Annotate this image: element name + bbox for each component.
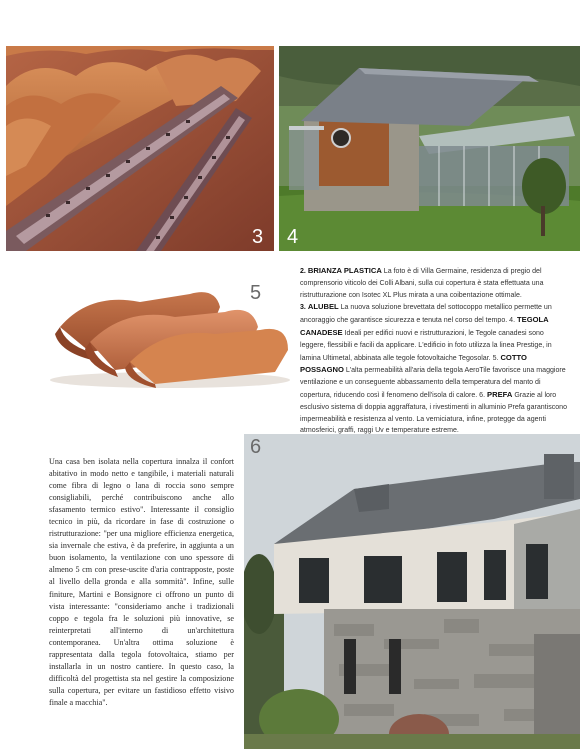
photo-roof-tiles-batten-image — [6, 46, 274, 251]
figure-number-4: 4 — [287, 226, 299, 248]
caption-4-text: Ideali per edifici nuovi e ristrutturazioni, le Tegole canadesi sono leggere, flessibili e facili da applicare. L'edificio in foto utilizza la linea Prestige, in lamina Ultimetal, abbinata alle tegole fotovoltaiche Tegosolar. 5. — [300, 329, 552, 362]
figure-number-3: 3 — [252, 226, 264, 248]
caption-3-number: 3. — [300, 304, 306, 312]
photo-captions — [300, 265, 568, 437]
photo-modern-house-image — [244, 434, 580, 749]
caption-2-text: La foto è di Villa Germaine, residenza di pregio del comprensorio viticolo dei Colli Albani, sulla cui copertura è stata effettuata una ristrutturazione con Isotec XL Plus mirata a una coibentazione ottimale. — [300, 268, 544, 299]
caption-2-number: 2. — [300, 268, 306, 275]
caption-6-text: Grazie al loro esclusivo sistema di doppia aggraffatura, i rivestimenti in alluminio Prefa garantiscono impermeabilità e resistenza al vento. La verniciatura, infine, protegge da agenti atmosferici, graffi, raggi Uv e temperature estreme. — [300, 391, 568, 435]
figure-number-5: 5 — [250, 282, 262, 304]
caption-6-brand: PREFA — [487, 389, 513, 399]
caption-5-brand: COTTO POSSAGNO — [300, 352, 527, 375]
caption-2-brand: BRIANZA PLASTICA — [307, 266, 382, 275]
caption-5-text: L'alta permeabilità all'aria della tegola AeroTile favorisce una maggiore ventilazione e un conseguente abbassamento della temperatura del manto di copertura, riducendo così il fenomeno dell'isola di calore. 6. — [300, 367, 566, 399]
figure-number-6: 6 — [250, 436, 262, 458]
caption-4-brand: TEGOLA CANADESE — [300, 315, 549, 337]
photo-house-roof-image — [279, 46, 580, 251]
photo-modern-house — [244, 434, 580, 749]
caption-3-brand: ALUBEL — [307, 302, 339, 312]
caption-3-text: La nuova soluzione brevettata del sottocoppo metallico permette un ancoraggio che garantisce sicurezza e tenuta nel corso del tempo. 4. — [300, 304, 552, 325]
article-body-text: Una casa ben isolata nella copertura innalza il confort abitativo in modo netto e tangibile, i materiali naturali come fibra di legno o lana di roccia sono sempre consigliabili, perché contribuiscono anche allo sfasamento termico estivo". Interessante il consiglio tecnico in più, da ricordare in fase di costruzione o ristrutturazione: "per una migliore efficienza energetica, sia invernale che estiva, è da preferire, in aggiunta a un buon isolamento, la ventilazione con uno spessore di almeno 5 cm con prese-uscite d'aria contrapposte, poste al livello della gronda e alla sommità". Infine, sulle finiture, Martini e Bonsignore ci offrono un punto di vista interessante: "consideriamo anche i tradizionali coppo e tegola fra le soluzioni più innovative, se reinterpretati all'interno di un'architettura contemporanea. Un'altra ottima soluzione è rappresentata dalla tegola fotovoltaica, stiamo per installarla in un nostro cantiere. In questo caso, la difficoltà del progettista sta nel gestire la composizione sulla copertura, per evitare un fastidioso effetto visivo finale a macchia". — [49, 457, 234, 707]
photo-house-roof — [279, 46, 580, 251]
photo-roof-tiles-batten — [6, 46, 274, 251]
